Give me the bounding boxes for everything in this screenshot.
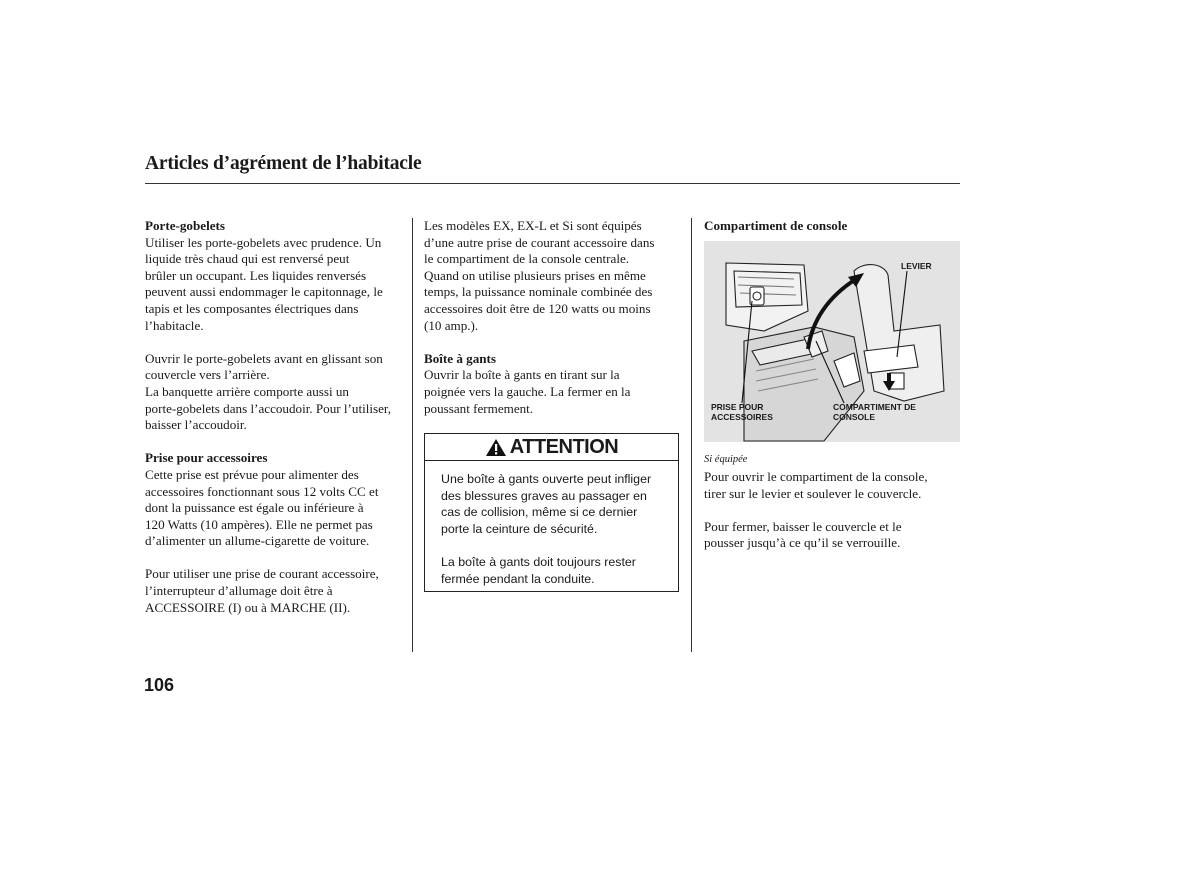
page-title: Articles d’agrément de l’habitacle bbox=[145, 153, 422, 174]
warning-triangle-icon bbox=[485, 438, 507, 457]
column-3-body bbox=[704, 469, 960, 552]
figure-caption: Si équipée bbox=[704, 454, 748, 465]
paragraph-console-open: Pour ouvrir le compartiment de la console, tirer sur le levier et soulever le couvercle. bbox=[704, 469, 928, 501]
paragraph-accessory-socket: Cette prise est prévue pour alimenter des accessoires fonctionnant sous 12 volts CC et dont la puissance est égale ou inférieure à 120 Watts (10 ampères). Elle ne permet pas d’alimenter un allume-cigarette de voiture. bbox=[145, 466, 379, 549]
paragraph-ignition: Pour utiliser une prise de courant accessoire, l’interrupteur d’allumage doit être à ACCESSOIRE (I) ou à MARCHE (II). bbox=[145, 566, 379, 615]
paragraph-cup-holders-warning: Utiliser les porte-gobelets avec prudence. Un liquide très chaud qui est renversé peut brûler un occupant. Les liquides renversés peuvent aussi endommager le capitonnage, le tapis et les composantes électriques dans l’habitacle. bbox=[145, 234, 383, 333]
heading-glove-box: Boîte à gants bbox=[424, 350, 497, 366]
heading-console-compartment: Compartiment de console bbox=[704, 218, 848, 233]
paragraph-cup-holders-usage: Ouvrir le porte-gobelets avant en glissant son couvercle vers l’arrière. La banquette arrière comporte aussi un porte-gobelets dans l’accoudoir. Pour l’utiliser, baisser l’accoudoir. bbox=[145, 350, 392, 433]
attention-header bbox=[425, 434, 678, 461]
heading-accessory-socket: Prise pour accessoires bbox=[145, 450, 268, 466]
attention-box bbox=[424, 433, 679, 592]
heading-cup-holders: Porte-gobelets bbox=[145, 218, 225, 233]
paragraph-models: Les modèles EX, EX-L et Si sont équipés d’une autre prise de courant accessoire dans le compartiment de la console centrale. Quand on utilise plusieurs prises en même temps, la puissance nominale combinée des accessoires doit être de 120 watts ou moins (10 amp.). bbox=[424, 218, 655, 333]
label-lever: LEVIER bbox=[901, 261, 932, 271]
label-accessory-socket: PRISE POUR ACCESSOIRES bbox=[711, 402, 773, 422]
console-illustration bbox=[704, 241, 960, 442]
title-rule bbox=[145, 183, 960, 184]
paragraph-glove-box: Ouvrir la boîte à gants en tirant sur la poignée vers la gauche. La fermer en la poussant fermement. bbox=[424, 367, 631, 416]
page-number: 106 bbox=[144, 675, 175, 695]
attention-body: Une boîte à gants ouverte peut infliger des blessures graves au passager en cas de collision, même si ce dernier porte la ceinture de sécurité. La boîte à gants doit toujours rester fermée pendant la conduite. bbox=[441, 472, 652, 586]
attention-title: ATTENTION bbox=[509, 435, 619, 458]
column-3-heading bbox=[704, 218, 960, 235]
paragraph-console-close: Pour fermer, baisser le couvercle et le pousser jusqu’à ce qu’il se verrouille. bbox=[704, 518, 902, 551]
column-divider-1 bbox=[412, 218, 413, 652]
column-1 bbox=[145, 218, 407, 616]
column-divider-2 bbox=[691, 218, 692, 652]
column-2 bbox=[424, 218, 686, 417]
label-console-compartment: COMPARTIMENT DE CONSOLE bbox=[833, 402, 916, 422]
